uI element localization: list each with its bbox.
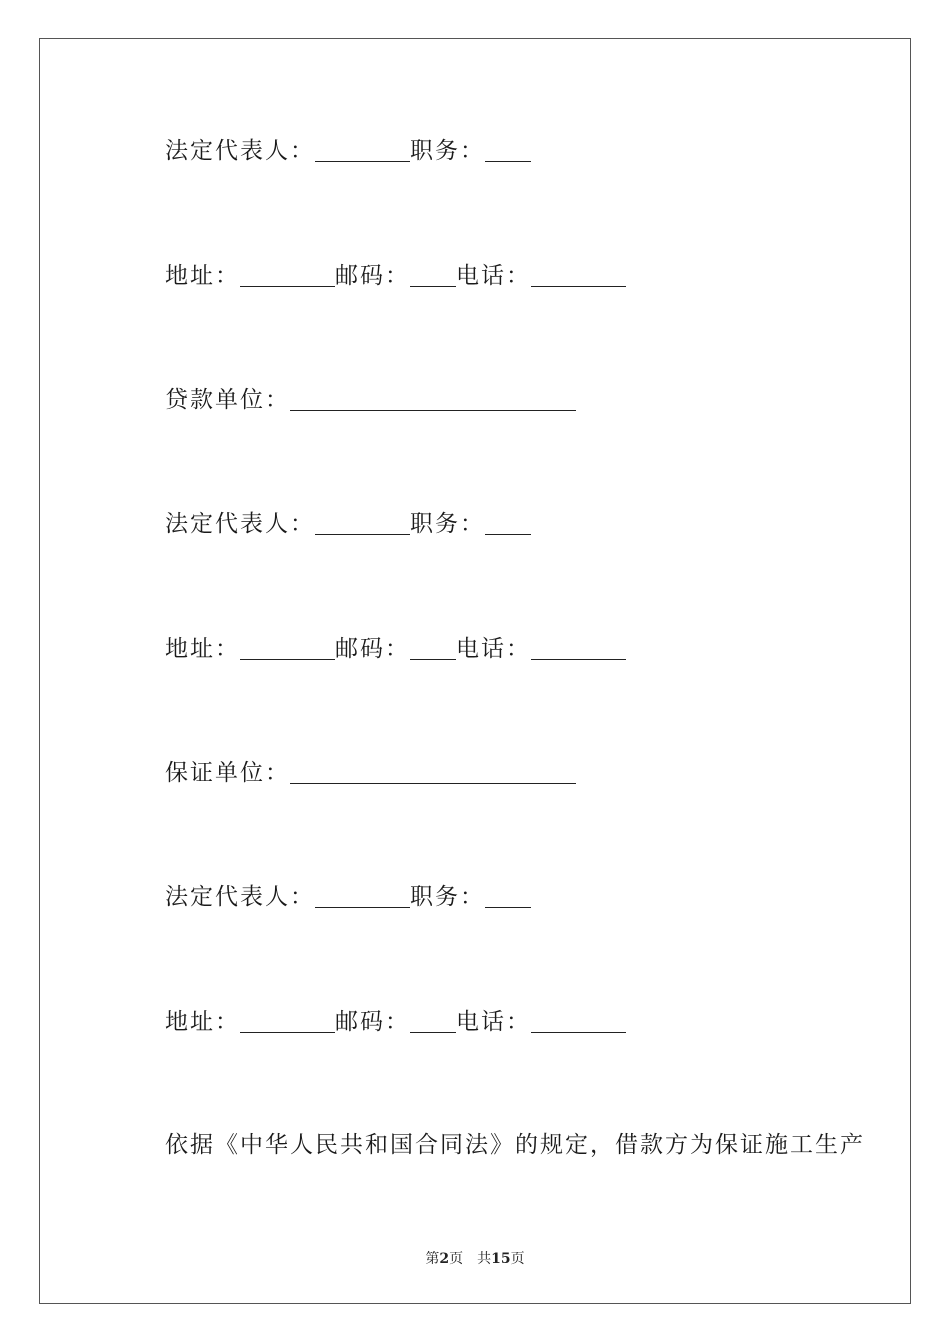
legal-rep-blank: [315, 510, 410, 535]
position-label: 职务：: [410, 138, 485, 164]
postcode-label: 邮码：: [335, 1009, 410, 1035]
address-blank: [240, 1008, 335, 1033]
guarantor-label: 保证单位：: [165, 760, 290, 786]
page-footer: [0, 1248, 950, 1268]
legal-rep-blank: [315, 883, 410, 908]
position-label: 职务：: [410, 511, 485, 537]
postcode-label: 邮码：: [335, 263, 410, 289]
legal-rep-line: [165, 137, 531, 165]
postcode-label: 邮码：: [335, 636, 410, 662]
address-line: [165, 262, 626, 290]
address-label: 地址：: [165, 263, 240, 289]
address-line: [165, 635, 626, 663]
address-label: 地址：: [165, 1009, 240, 1035]
guarantor-line: [165, 759, 576, 787]
legal-rep-line: [165, 510, 531, 538]
phone-blank: [531, 262, 626, 287]
position-label: 职务：: [410, 884, 485, 910]
address-label: 地址：: [165, 636, 240, 662]
page-border: [39, 38, 911, 1304]
lender-blank: [290, 386, 576, 411]
legal-rep-label: 法定代表人：: [165, 511, 315, 537]
phone-label: 电话：: [456, 263, 531, 289]
footer-total-unit: 页: [510, 1251, 525, 1267]
guarantor-blank: [290, 759, 576, 784]
legal-rep-blank: [315, 137, 410, 162]
address-blank: [240, 635, 335, 660]
address-blank: [240, 262, 335, 287]
body-paragraph: [165, 1131, 865, 1159]
footer-total-prefix: 共: [477, 1251, 492, 1267]
address-line: [165, 1008, 626, 1036]
position-blank: [485, 510, 531, 535]
phone-label: 电话：: [456, 636, 531, 662]
phone-blank: [531, 635, 626, 660]
lender-label: 贷款单位：: [165, 387, 290, 413]
postcode-blank: [410, 262, 456, 287]
phone-blank: [531, 1008, 626, 1033]
footer-prefix: 第: [425, 1251, 440, 1267]
position-blank: [485, 137, 531, 162]
footer-total-pages: 15: [491, 1251, 511, 1267]
legal-rep-line: [165, 883, 531, 911]
footer-page-number: 2: [439, 1251, 450, 1267]
footer-page-unit: 页: [449, 1251, 464, 1267]
position-blank: [485, 883, 531, 908]
postcode-blank: [410, 635, 456, 660]
legal-rep-label: 法定代表人：: [165, 138, 315, 164]
lender-line: [165, 386, 576, 414]
phone-label: 电话：: [456, 1009, 531, 1035]
body-text: 依据《中华人民共和国合同法》的规定，借款方为保证施工生产: [165, 1132, 865, 1158]
legal-rep-label: 法定代表人：: [165, 884, 315, 910]
postcode-blank: [410, 1008, 456, 1033]
